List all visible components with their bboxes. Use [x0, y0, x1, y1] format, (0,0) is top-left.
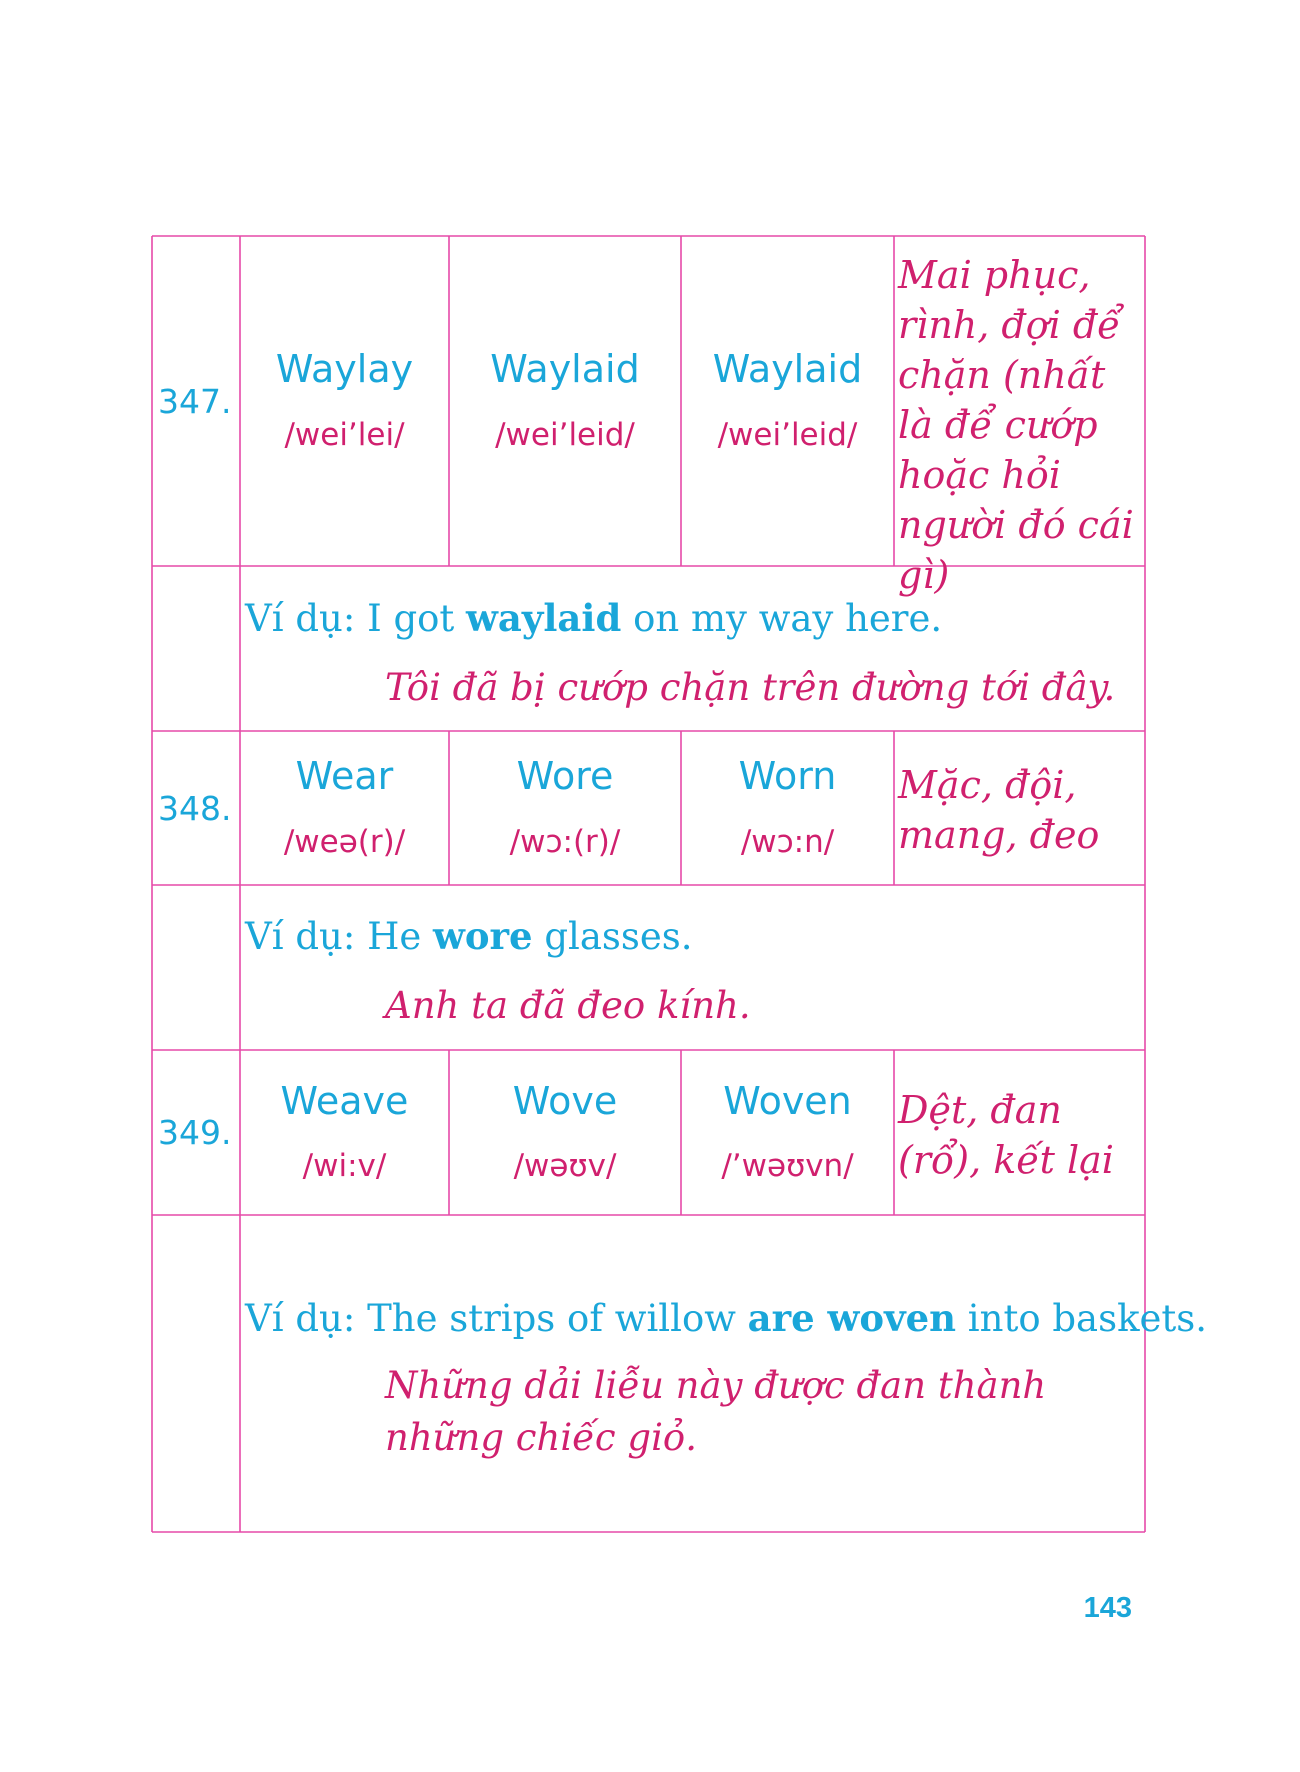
past-form-cell — [449, 1050, 681, 1215]
base-form: Weave — [280, 1078, 409, 1123]
example-text: into baskets. — [956, 1297, 1208, 1340]
past-form-cell — [449, 731, 681, 885]
participle-form: Worn — [738, 754, 837, 799]
participle-form: Woven — [723, 1078, 852, 1123]
example-sentence — [245, 1296, 1207, 1340]
meaning: Dệt, đan (rổ), kết lại — [898, 1088, 1114, 1182]
meaning: Mặc, đội, mang, đeo — [898, 763, 1100, 857]
base-ipa: /weə(r)/ — [283, 823, 406, 860]
example-highlight: waylaid — [466, 596, 622, 640]
past-ipa: /wəʊv/ — [513, 1148, 617, 1185]
example-text: on my way here. — [621, 597, 943, 640]
example-prefix: Ví dụ: — [245, 915, 368, 958]
base-ipa: /wei’lei/ — [284, 416, 405, 453]
participle-form-cell — [681, 1050, 894, 1215]
base-form-cell — [240, 1050, 449, 1215]
example-text: The strips of willow — [367, 1297, 748, 1340]
base-form-cell — [240, 236, 449, 566]
example-sentence — [245, 914, 693, 958]
past-ipa: /wei’leid/ — [495, 416, 635, 453]
example-sentence — [245, 596, 942, 640]
example-translation: Tôi đã bị cướp chặn trên đường tới đây. — [385, 666, 1116, 709]
example-prefix: Ví dụ: — [245, 1297, 368, 1340]
entry-number: 348. — [158, 788, 232, 828]
example-text: glasses. — [532, 915, 693, 958]
example-translation: Anh ta đã đeo kính. — [385, 984, 751, 1027]
meaning: Mai phục, rình, đợi để chặn (nhất là để cướp hoặc hỏi người đó cái gì) — [898, 253, 1134, 597]
past-ipa: /wɔ:(r)/ — [509, 823, 621, 860]
past-form-cell — [449, 236, 681, 566]
base-form: Waylay — [275, 347, 414, 392]
example-prefix: Ví dụ: — [245, 597, 368, 640]
participle-ipa: /wɔ:n/ — [740, 823, 835, 860]
example-translation: Những dải liễu này được đan thành những chiếc giỏ. — [385, 1364, 1047, 1459]
participle-form-cell — [681, 731, 894, 885]
participle-form-cell — [681, 236, 894, 566]
example-highlight: wore — [433, 914, 533, 958]
past-form: Wore — [516, 754, 614, 799]
past-form: Wove — [512, 1078, 618, 1123]
entry-number: 349. — [158, 1113, 232, 1152]
page-number: 143 — [1083, 1592, 1132, 1624]
example-text: I got — [367, 597, 467, 640]
base-form-cell — [240, 731, 449, 885]
base-form: Wear — [295, 754, 394, 799]
example-text: He — [367, 915, 433, 958]
example-highlight: are woven — [747, 1296, 957, 1340]
entry-number: 347. — [158, 381, 232, 421]
participle-form: Waylaid — [712, 347, 863, 392]
base-ipa: /wi:v/ — [302, 1148, 387, 1185]
participle-ipa: /wei’leid/ — [717, 416, 858, 453]
participle-ipa: /’wəʊvn/ — [721, 1148, 854, 1185]
past-form: Waylaid — [490, 347, 640, 392]
